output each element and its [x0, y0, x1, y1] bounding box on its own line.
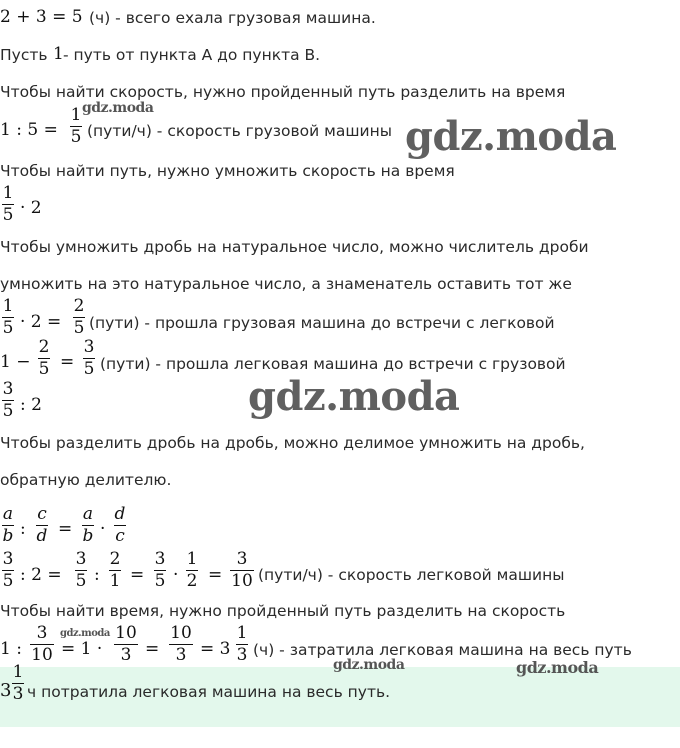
rule-time: Чтобы найти время, нужно пройденный путь разделить на скорость	[0, 602, 566, 620]
math-times-2: · 2	[20, 198, 42, 218]
text-truck-distance: (пути) - прошла грузовая машина до встречи с легковой	[89, 314, 555, 332]
denominator: d	[36, 526, 48, 546]
math-colon: :	[20, 519, 26, 539]
denominator: 5	[2, 318, 14, 338]
denominator: 10	[31, 645, 53, 665]
denominator: 3	[12, 684, 24, 704]
math-eq-1-times: = 1 ·	[61, 639, 103, 659]
denominator: 5	[38, 359, 50, 379]
rule-multiply-fraction-cont: умножить на это натуральное число, а знаменатель оставить тот же	[0, 275, 572, 293]
denominator: b	[2, 526, 14, 546]
numerator: 2	[38, 337, 50, 357]
watermark-logo: gdz.moda	[405, 113, 617, 160]
watermark-logo: gdz.moda	[60, 628, 110, 639]
text-car-distance: (пути) - прошла легковая машина до встречи с грузовой	[100, 355, 566, 373]
math-div-2-eq: : 2 =	[20, 565, 62, 585]
denominator: b	[82, 526, 94, 546]
math-eq: =	[208, 565, 223, 585]
answer-whole: 3	[0, 680, 12, 701]
numerator: 10	[170, 623, 192, 643]
math-eq: =	[130, 565, 145, 585]
math-eq: =	[60, 352, 75, 372]
denominator: 5	[2, 205, 14, 225]
numerator: 3	[83, 337, 95, 357]
numerator: 10	[115, 623, 137, 643]
text-total-time: (ч) - всего ехала грузовая машина.	[89, 9, 376, 27]
numerator: 1	[12, 662, 24, 682]
math-eq: =	[145, 639, 160, 659]
math-dot: ·	[100, 519, 106, 539]
numerator: 2	[73, 296, 85, 316]
watermark-logo: gdz.moda	[333, 657, 405, 673]
watermark-logo: gdz.moda	[516, 658, 599, 677]
rule-speed: Чтобы найти скорость, нужно пройденный путь разделить на время	[0, 83, 566, 101]
numerator: 3	[154, 549, 166, 569]
rule-divide-fraction-cont: обратную делителю.	[0, 471, 172, 489]
denominator: c	[115, 526, 125, 546]
denominator: 1	[109, 571, 121, 591]
text-car-speed: (пути/ч) - скорость легковой машины	[258, 566, 565, 584]
math-1-div-5: 1 : 5 =	[0, 120, 58, 140]
math-eq: =	[58, 519, 73, 539]
denominator: 5	[2, 571, 14, 591]
numerator: 3	[2, 549, 14, 569]
watermark-logo: gdz.moda	[248, 373, 460, 420]
denominator: 10	[231, 571, 253, 591]
rule-divide-fraction: Чтобы разделить дробь на дробь, можно делимое умножить на дробь,	[0, 434, 585, 452]
rule-path: Чтобы найти путь, нужно умножить скорость на время	[0, 162, 455, 180]
denominator: 3	[175, 645, 187, 665]
numerator: 3	[2, 379, 14, 399]
answer-text: ч потратила легковая машина на весь путь.	[27, 683, 391, 701]
numerator: c	[37, 504, 47, 524]
numerator: a	[82, 504, 94, 524]
text-car-time: (ч) - затратила легковая машина на весь путь	[253, 641, 632, 659]
numerator: 1	[2, 296, 14, 316]
numerator: 1	[236, 623, 248, 643]
numerator: 1	[186, 549, 198, 569]
rule-multiply-fraction: Чтобы умножить дробь на натуральное число, можно числитель дроби	[0, 238, 589, 256]
math-dot: ·	[173, 565, 179, 585]
math-times-2-eq: · 2 =	[20, 312, 62, 332]
numerator: 3	[36, 623, 48, 643]
math-colon: :	[94, 565, 100, 585]
denominator: 5	[83, 359, 95, 379]
numerator: a	[2, 504, 14, 524]
denominator: 5	[154, 571, 166, 591]
numerator: 3	[75, 549, 87, 569]
equation-total-time: 2 + 3 = 5	[0, 7, 83, 27]
numerator: 1	[70, 105, 82, 125]
text-let: Пусть	[0, 46, 48, 64]
denominator: 3	[120, 645, 132, 665]
denominator: 5	[2, 401, 14, 421]
denominator: 2	[186, 571, 198, 591]
denominator: 5	[70, 127, 82, 147]
text-path-ab: - путь от пункта A до пункта B.	[63, 46, 321, 64]
numerator: 3	[236, 549, 248, 569]
numerator: 1	[2, 183, 14, 203]
math-eq-3: = 3	[200, 639, 231, 659]
math-1-minus: 1 −	[0, 352, 31, 372]
numerator: 2	[109, 549, 121, 569]
denominator: 5	[73, 318, 85, 338]
denominator: 5	[75, 571, 87, 591]
math-one: 1	[53, 44, 64, 64]
denominator: 3	[236, 645, 248, 665]
math-1-div: 1 :	[0, 639, 22, 659]
text-truck-speed: (пути/ч) - скорость грузовой машины	[87, 122, 392, 140]
math-div-2: : 2	[20, 395, 42, 415]
watermark-logo: gdz.moda	[82, 100, 154, 116]
numerator: d	[114, 504, 126, 524]
